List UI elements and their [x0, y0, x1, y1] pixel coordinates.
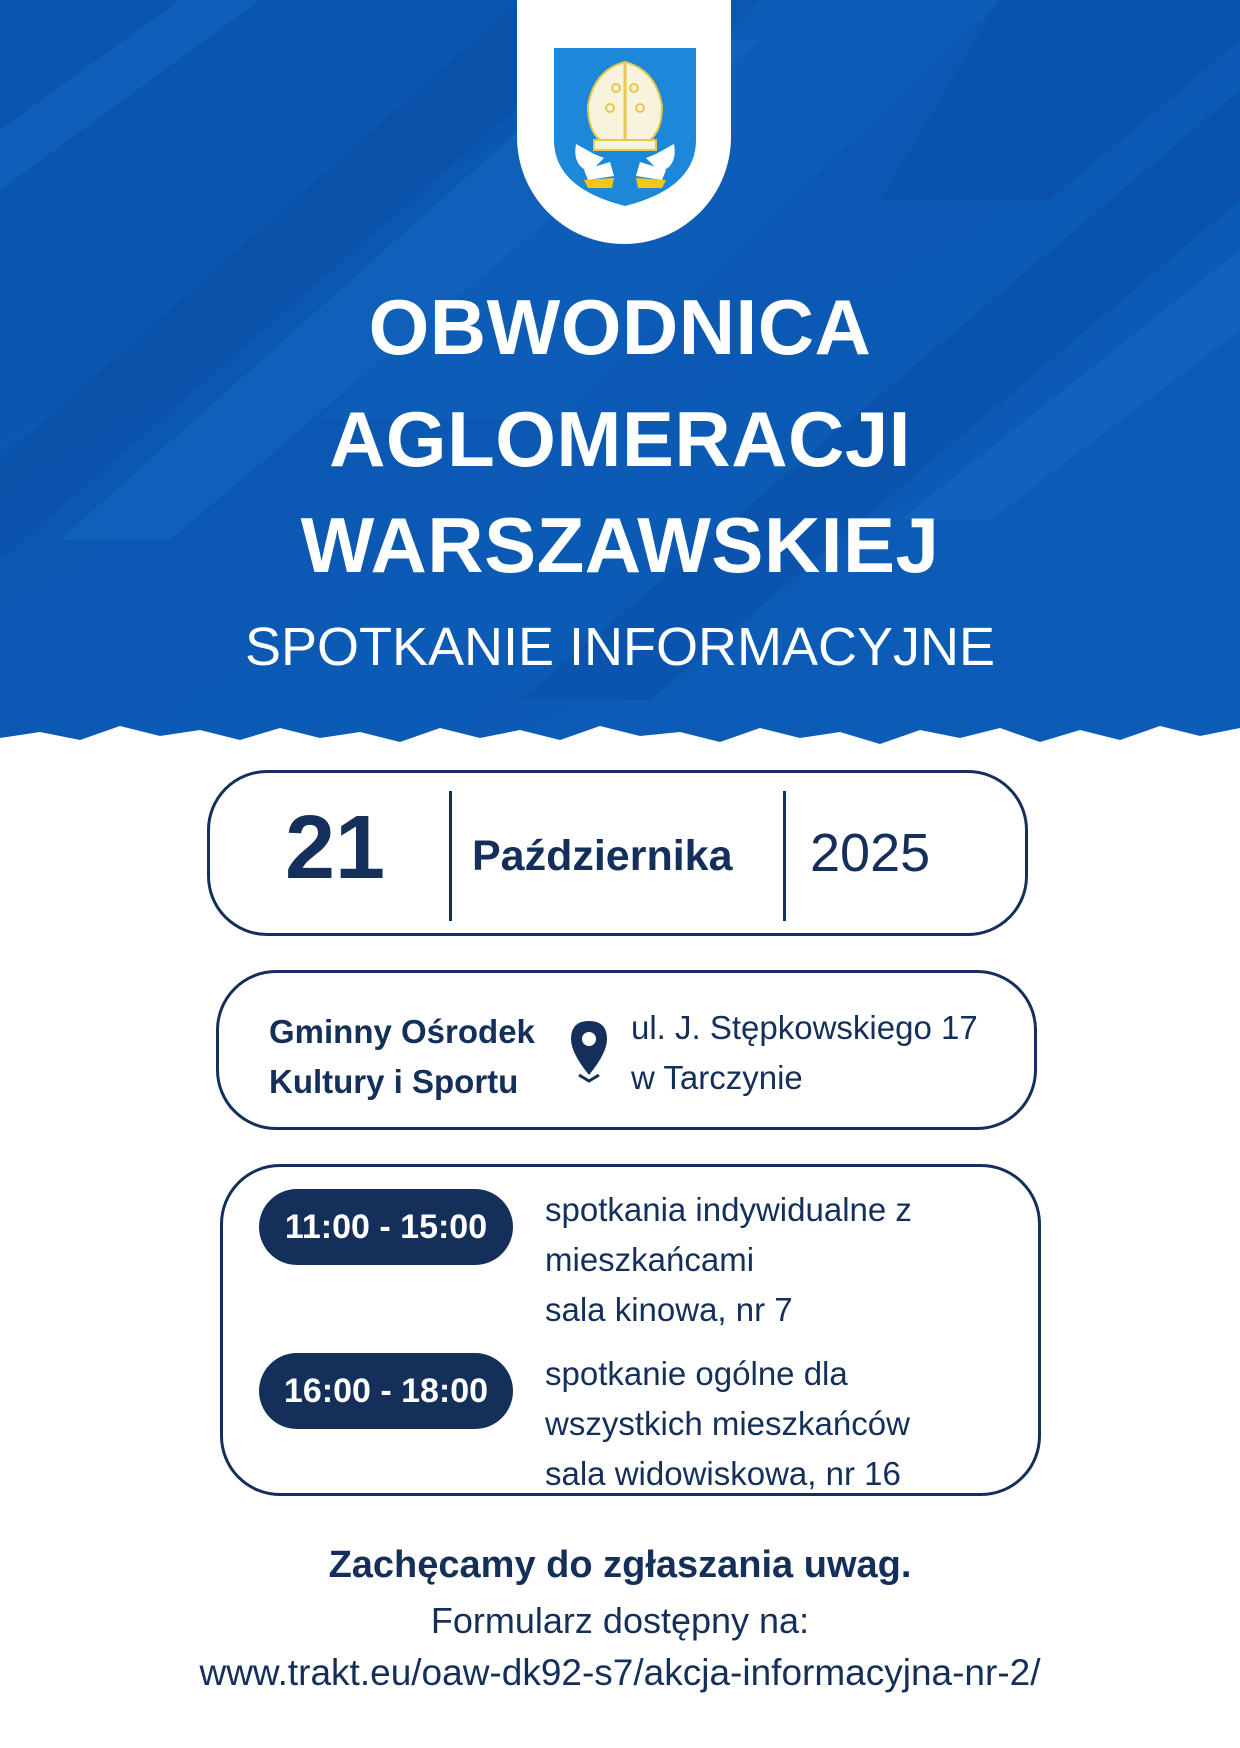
schedule-time-badge: 11:00 - 15:00	[259, 1189, 513, 1265]
divider	[783, 791, 786, 921]
form-url-link[interactable]: www.trakt.eu/oaw-dk92-s7/akcja-informacyjna-nr-2/	[199, 1652, 1041, 1693]
venue-address	[631, 1003, 978, 1103]
schedule-room: sala kinowa, nr 7	[545, 1291, 793, 1328]
venue-name-line-1: Gminny Ośrodek	[269, 1013, 535, 1050]
date-box	[207, 770, 1028, 936]
schedule-desc-line: spotkanie ogólne dla	[545, 1355, 848, 1392]
venue-name	[269, 1007, 535, 1107]
coat-of-arms-icon	[554, 48, 696, 206]
schedule-room: sala widowiskowa, nr 16	[545, 1455, 901, 1492]
title-line-2: AGLOMERACJI	[329, 395, 911, 483]
schedule-desc-line: spotkania indywidualne z	[545, 1191, 912, 1228]
date-year: 2025	[810, 823, 931, 883]
divider	[449, 791, 452, 921]
schedule-desc-line: wszystkich mieszkańców	[545, 1405, 910, 1442]
form-text: Formularz dostępny na:	[430, 1600, 810, 1641]
date-month: Października	[472, 832, 733, 880]
map-pin-icon	[569, 1019, 609, 1083]
address-line-2: w Tarczynie	[631, 1059, 803, 1096]
subtitle: SPOTKANIE INFORMACYJNE	[244, 617, 996, 677]
date-day: 21	[284, 798, 386, 898]
encourage-text: Zachęcamy do zgłaszania uwag.	[328, 1544, 912, 1586]
schedule-description	[545, 1185, 965, 1335]
schedule-desc-line: mieszkańcami	[545, 1241, 755, 1278]
title-line-1: OBWODNICA	[368, 283, 872, 371]
schedule-time-badge: 16:00 - 18:00	[259, 1353, 513, 1429]
schedule-box	[220, 1164, 1041, 1496]
venue-name-line-2: Kultury i Sportu	[269, 1063, 519, 1100]
schedule-description	[545, 1349, 965, 1499]
title-line-3: WARSZAWSKIEJ	[300, 501, 940, 589]
location-box	[216, 970, 1037, 1130]
address-line-1: ul. J. Stępkowskiego 17	[631, 1009, 978, 1046]
